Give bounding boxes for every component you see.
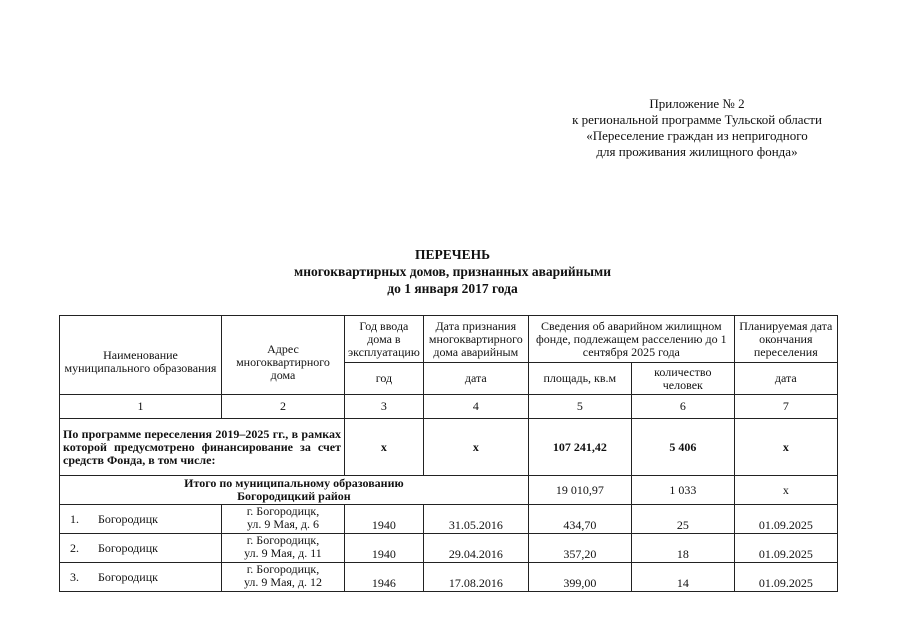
row-address: [222, 563, 345, 592]
col-number: 6: [631, 395, 734, 419]
address-line: ул. 9 Мая, д. 12: [243, 575, 323, 589]
row-municipality: Богородицк: [98, 540, 158, 555]
row-number: 1.: [70, 511, 79, 526]
row-people: 18: [631, 534, 734, 563]
program-area: 107 241,42: [528, 419, 631, 476]
address-line: г. Богородицк,: [246, 562, 320, 576]
total-planned: х: [734, 476, 837, 505]
total-people: 1 033: [631, 476, 734, 505]
program-row: [60, 419, 838, 476]
total-text: [60, 476, 529, 505]
col-number: 4: [423, 395, 528, 419]
col-number: 1: [60, 395, 222, 419]
row-address: [222, 505, 345, 534]
total-text-line: Богородицкий район: [237, 489, 351, 503]
row-number: 2.: [70, 540, 79, 555]
row-name: [60, 534, 222, 563]
row-people: 14: [631, 563, 734, 592]
col-number: 2: [222, 395, 345, 419]
address-line: ул. 9 Мая, д. 11: [244, 546, 322, 560]
appendix-line: Приложение № 2: [649, 96, 745, 111]
program-people: 5 406: [631, 419, 734, 476]
row-people: 25: [631, 505, 734, 534]
row-year: 1940: [345, 534, 424, 563]
row-area: 399,00: [528, 563, 631, 592]
col-number: 7: [734, 395, 837, 419]
title-line: ПЕРЕЧЕНЬ: [414, 247, 491, 262]
header-planned: Планируемая дата окончания переселения: [734, 316, 837, 363]
appendix-line: для проживания жилищного фонда»: [596, 144, 798, 159]
row-address: [222, 534, 345, 563]
subheader-year: год: [345, 363, 424, 395]
header-info: Сведения об аварийном жилищном фонде, подлежащем расселению до 1 сентября 2025 года: [528, 316, 734, 363]
table-row: [60, 563, 838, 592]
row-area: 434,70: [528, 505, 631, 534]
row-name: [60, 563, 222, 592]
row-name: [60, 505, 222, 534]
address-line: г. Богородицк,: [246, 504, 320, 518]
total-area: 19 010,97: [528, 476, 631, 505]
row-planned: 01.09.2025: [734, 563, 837, 592]
subheader-people: количество человек: [631, 363, 734, 395]
row-municipality: Богородицк: [98, 569, 158, 584]
row-number: 3.: [70, 569, 79, 584]
program-planned: х: [734, 419, 837, 476]
program-date: х: [423, 419, 528, 476]
appendix-line: «Переселение граждан из непригодного: [586, 128, 808, 143]
row-date: 17.08.2016: [423, 563, 528, 592]
row-planned: 01.09.2025: [734, 534, 837, 563]
total-row: [60, 476, 838, 505]
column-number-row: [60, 395, 838, 419]
row-year: 1946: [345, 563, 424, 592]
subheader-area: площадь, кв.м: [528, 363, 631, 395]
total-text-line: Итого по муниципальному образованию: [184, 476, 404, 490]
header-address: Адрес многоквартирного дома: [222, 316, 345, 395]
address-line: г. Богородицк,: [246, 533, 320, 547]
subheader-date: дата: [423, 363, 528, 395]
address-line: ул. 9 Мая, д. 6: [246, 517, 320, 531]
header-name: Наименование муниципального образования: [60, 316, 222, 395]
row-year: 1940: [345, 505, 424, 534]
col-number: 5: [528, 395, 631, 419]
header-date-recognized: Дата признания многоквартирного дома аварийным: [423, 316, 528, 363]
table-row: [60, 505, 838, 534]
header-row: [60, 316, 838, 363]
subheader-date2: дата: [734, 363, 837, 395]
document-title: [0, 246, 905, 297]
title-line: многоквартирных домов, признанных аварийными: [294, 264, 611, 279]
program-year: х: [345, 419, 424, 476]
row-municipality: Богородицк: [98, 511, 158, 526]
appendix-line: к региональной программе Тульской области: [572, 112, 822, 127]
row-date: 29.04.2016: [423, 534, 528, 563]
row-planned: 01.09.2025: [734, 505, 837, 534]
program-text: По программе переселения 2019–2025 гг., в рамках которой предусмотрено финансирование за счет средств Фонда, в том числе:: [60, 419, 345, 476]
title-line: до 1 января 2017 года: [387, 281, 518, 296]
table-row: [60, 534, 838, 563]
appendix-block: [547, 96, 847, 160]
row-area: 357,20: [528, 534, 631, 563]
housing-table: [59, 315, 838, 592]
col-number: 3: [345, 395, 424, 419]
row-date: 31.05.2016: [423, 505, 528, 534]
header-year: Год ввода дома в эксплуатацию: [345, 316, 424, 363]
